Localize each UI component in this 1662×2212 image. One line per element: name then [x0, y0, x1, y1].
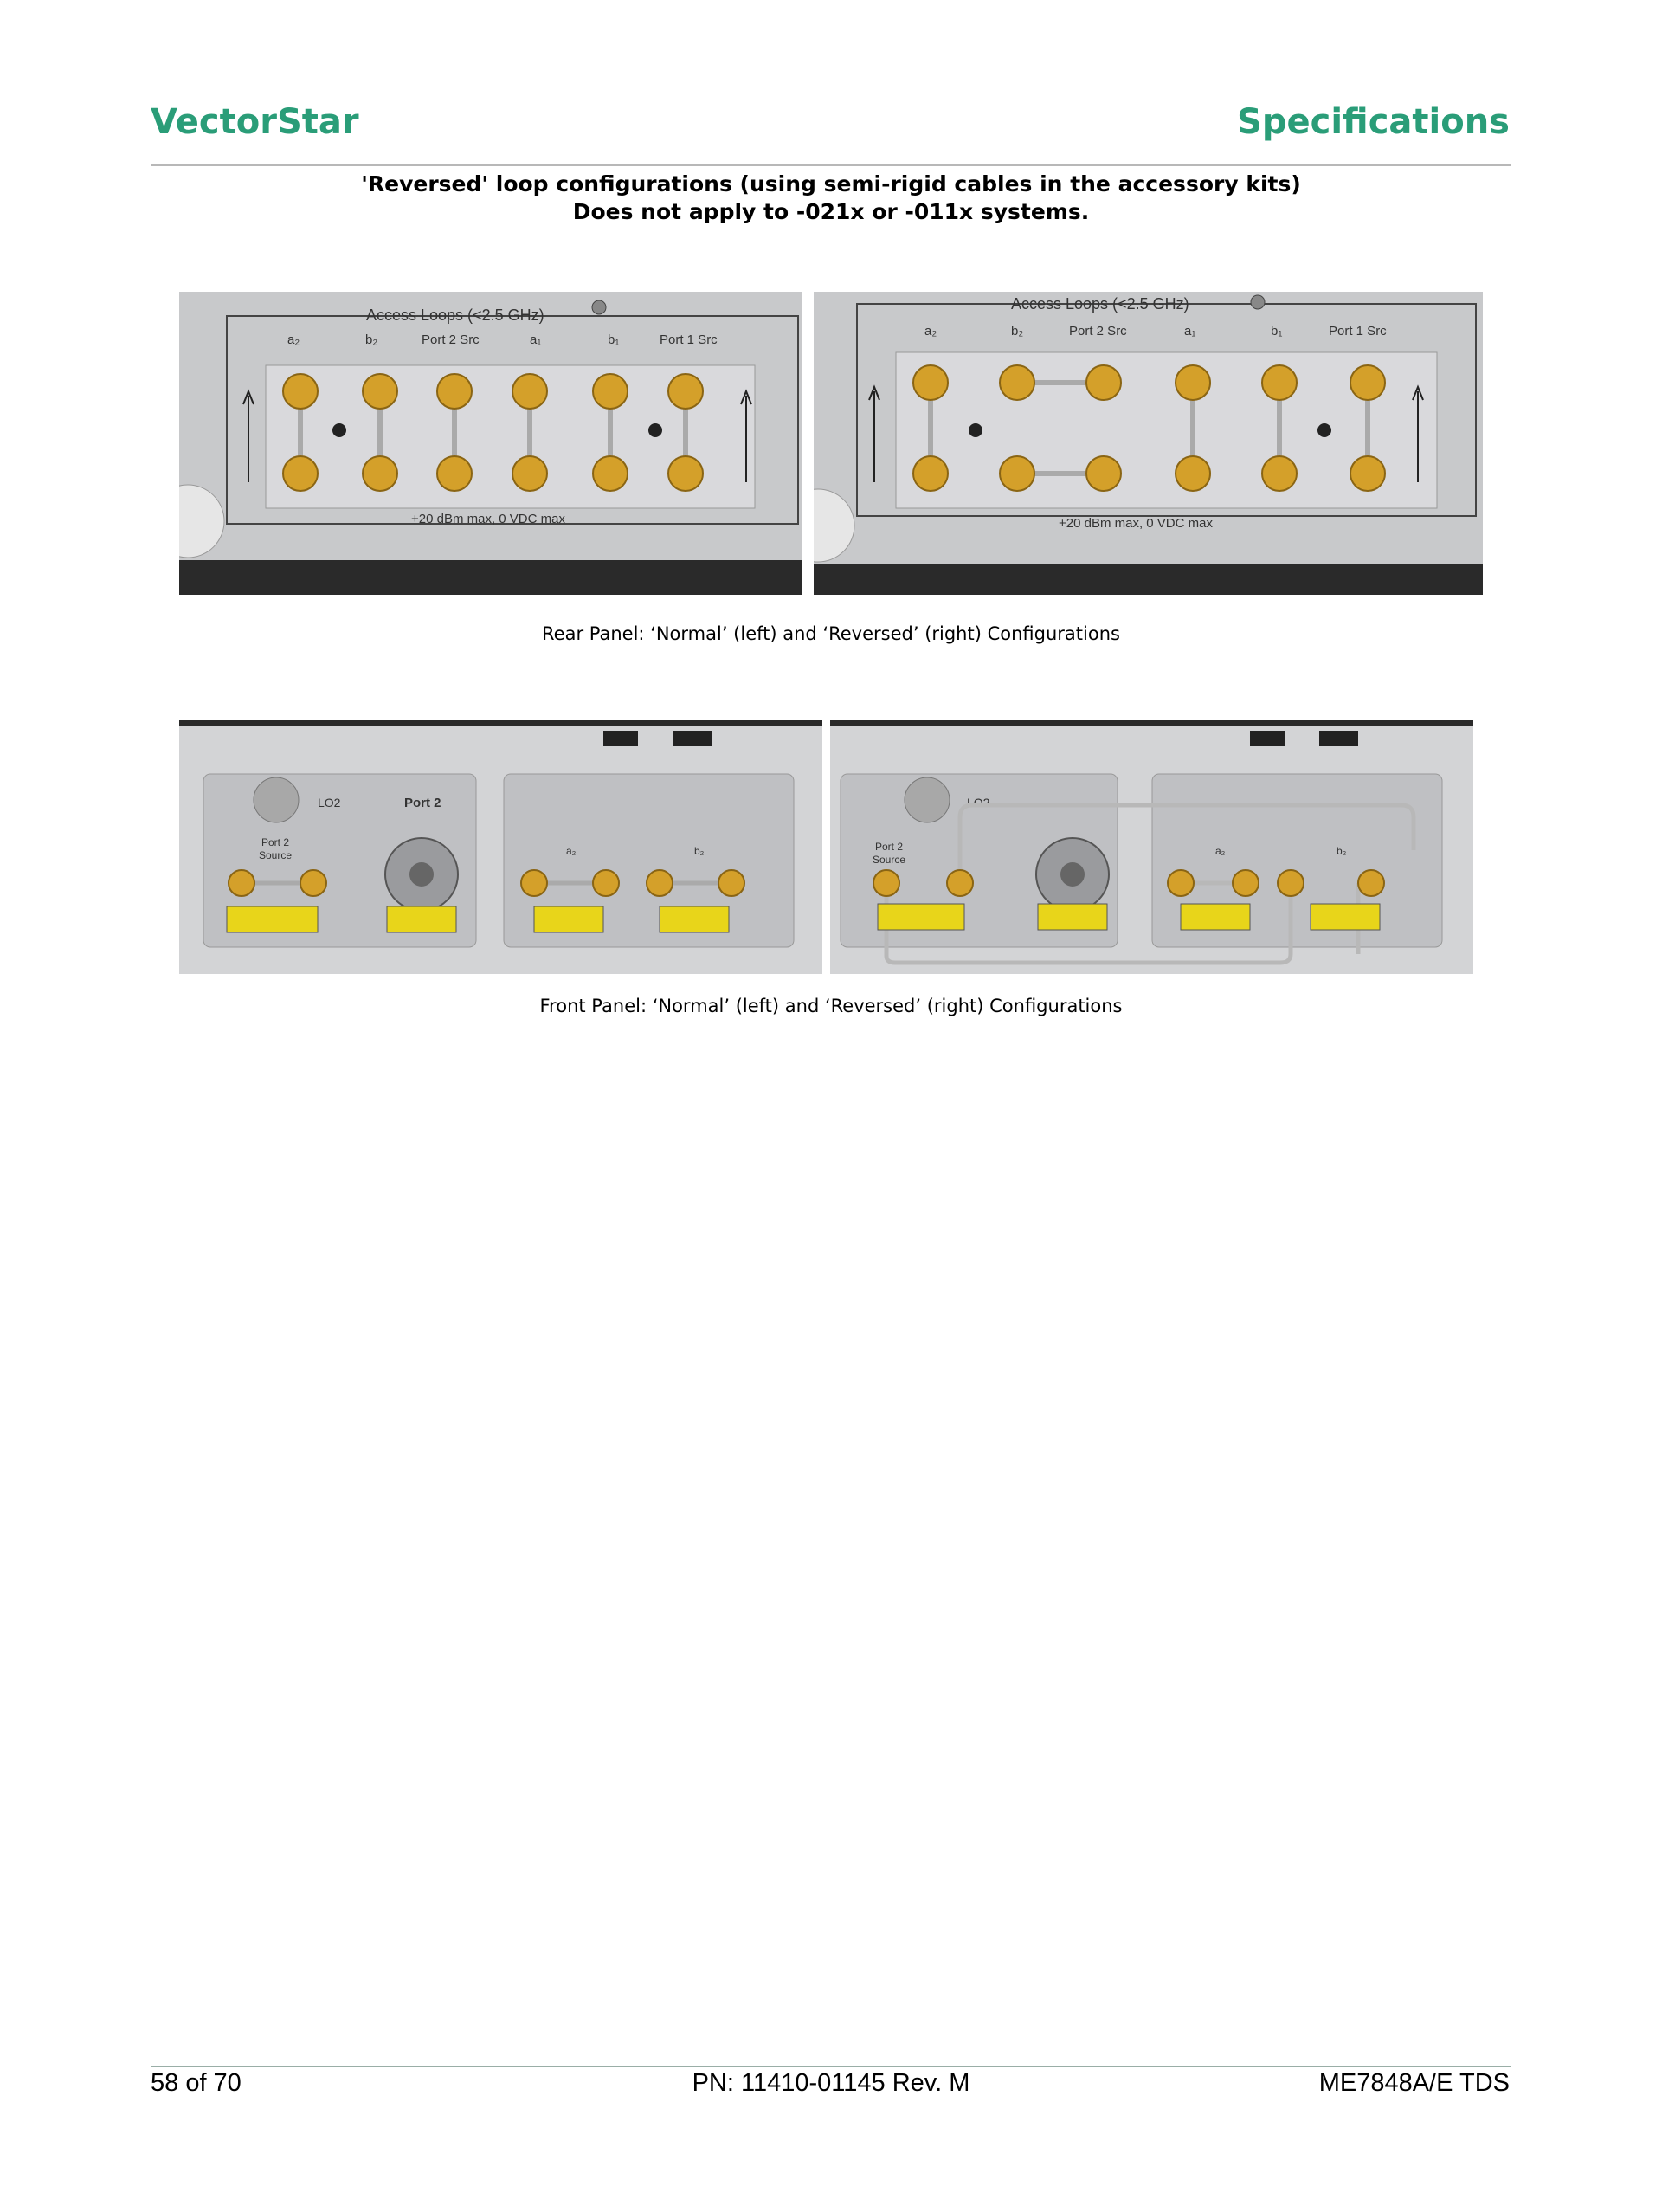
front-reversed-lo2: LO2 [967, 796, 990, 809]
front-normal-lo2: LO2 [318, 796, 341, 809]
rear-reversed-label-2: b₂ [1011, 324, 1024, 339]
header-section: Specifications [1237, 102, 1510, 142]
rear-reversed-label-3: Port 2 Src [1069, 324, 1127, 339]
footer-part-number: PN: 11410-01145 Rev. M [692, 2069, 970, 2097]
rear-normal-label-1: a₂ [287, 332, 300, 347]
rear-reversed-label-1: a₂ [924, 324, 937, 339]
rear-normal-warning: +20 dBm max, 0 VDC max [411, 512, 565, 526]
rear-panel-normal-photo [179, 292, 802, 595]
rear-reversed-label-6: Port 1 Src [1329, 324, 1387, 339]
rear-reversed-title: Access Loops (<2.5 GHz) [1011, 295, 1189, 313]
front-reversed-b2: b₂ [1337, 845, 1347, 857]
front-normal-source-1: Port 2 [261, 836, 290, 848]
rear-normal-label-3: Port 2 Src [422, 332, 480, 347]
front-reversed-source-1: Port 2 [875, 841, 904, 853]
rear-reversed-label-4: a₁ [1184, 324, 1196, 339]
front-panel-reversed-photo [830, 720, 1473, 974]
front-normal-b2: b₂ [694, 845, 705, 857]
header-brand: VectorStar [151, 102, 359, 142]
rear-normal-label-6: Port 1 Src [660, 332, 718, 347]
front-panel-normal-photo [179, 720, 822, 974]
front-reversed-a2: a₂ [1215, 845, 1226, 857]
rear-normal-label-4: a₁ [530, 332, 542, 347]
rear-normal-label-2: b₂ [365, 332, 378, 347]
footer-page-number: 58 of 70 [151, 2069, 242, 2097]
rear-normal-title: Access Loops (<2.5 GHz) [366, 306, 544, 324]
header-rule [151, 164, 1511, 166]
rear-panel-caption: Rear Panel: ‘Normal’ (left) and ‘Reversed’ (right) Configurations [542, 623, 1120, 644]
caption-line-1: 'Reversed' loop configurations (using semi-rigid cables in the accessory kits) [361, 171, 1301, 197]
front-reversed-source-2: Source [873, 854, 906, 866]
rear-reversed-warning: +20 dBm max, 0 VDC max [1059, 516, 1213, 531]
footer-document-id: ME7848A/E TDS [1318, 2069, 1510, 2097]
front-panel-caption: Front Panel: ‘Normal’ (left) and ‘Reversed’ (right) Configurations [539, 996, 1123, 1016]
rear-normal-label-5: b₁ [608, 332, 620, 347]
caption-line-2: Does not apply to -021x or -011x systems. [572, 199, 1090, 224]
front-normal-source-2: Source [259, 849, 293, 861]
front-normal-port2: Port 2 [404, 796, 441, 810]
rear-reversed-label-5: b₁ [1271, 324, 1283, 339]
front-normal-a2: a₂ [566, 845, 577, 857]
rear-panel-reversed-photo [814, 292, 1483, 595]
